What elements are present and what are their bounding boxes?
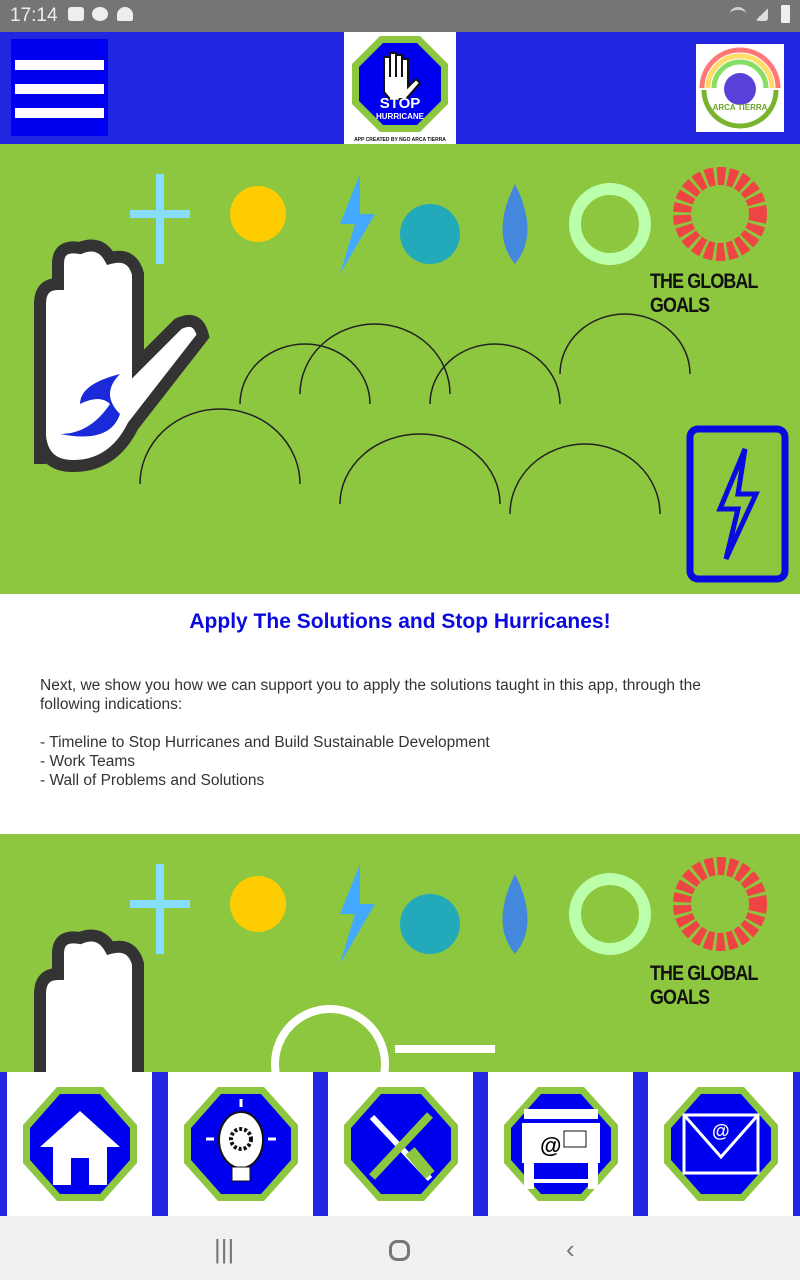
status-bar xyxy=(0,0,800,32)
stop-hand-icon xyxy=(40,246,203,466)
page-title: Apply The Solutions and Stop Hurricanes! xyxy=(189,610,611,633)
intro-text: Next, we show you how we can support you to apply the solutions taught in this app, through the following indications: xyxy=(40,677,701,713)
list-item: - Timeline to Stop Hurricanes and Build Sustainable Development xyxy=(40,734,490,751)
clock-icon xyxy=(275,1009,385,1072)
menu-button[interactable] xyxy=(11,39,108,136)
nav-tools-button[interactable] xyxy=(328,1072,473,1216)
recent-apps-button[interactable]: ||| xyxy=(214,1234,235,1264)
svg-text:@: @ xyxy=(539,1133,561,1158)
water-drop-icon xyxy=(400,204,460,264)
app-header xyxy=(0,32,800,144)
image-icon xyxy=(68,7,84,21)
wind-turbine-icon xyxy=(130,174,190,264)
partner-logo-text: ARCA TIERRA xyxy=(712,103,768,112)
wifi-icon xyxy=(730,7,746,21)
svg-text:@: @ xyxy=(711,1121,730,1141)
global-goals-caption: THE GLOBAL GOALS xyxy=(650,270,758,317)
list-item: - Work Teams xyxy=(40,753,136,770)
bottom-nav xyxy=(0,1072,800,1216)
sdg-wheel-icon xyxy=(682,176,758,252)
logo-credit: APP CREATED BY NGO ARCA TIERRA xyxy=(354,137,446,143)
fish-drop-icon xyxy=(503,184,528,264)
stop-hurricane-logo[interactable] xyxy=(344,32,456,144)
logo-subtitle: HURRICANE xyxy=(376,112,424,121)
global-goals-caption: THE GLOBAL GOALS xyxy=(650,962,758,1009)
recycle-icon xyxy=(575,189,645,259)
list-item: - Wall of Problems and Solutions xyxy=(40,772,265,789)
back-button[interactable]: ‹ xyxy=(566,1234,575,1264)
logo-title: STOP xyxy=(379,95,421,112)
main-content xyxy=(0,594,800,834)
nav-home-button[interactable] xyxy=(7,1072,152,1216)
nav-shop-button[interactable] xyxy=(488,1072,633,1216)
description xyxy=(40,676,740,790)
battery-icon xyxy=(781,5,790,23)
signal-icon xyxy=(756,7,768,21)
clock: 17:14 xyxy=(10,5,58,26)
timeline-banner[interactable] xyxy=(0,834,800,1072)
system-nav-bar xyxy=(0,1216,800,1280)
home-nav-button[interactable] xyxy=(389,1240,410,1261)
nav-ideas-button[interactable] xyxy=(168,1072,313,1216)
nav-contact-button[interactable] xyxy=(648,1072,793,1216)
sun-icon xyxy=(230,186,286,242)
notification-icon xyxy=(92,7,108,21)
hero-banner xyxy=(0,144,800,594)
battery-graphic xyxy=(690,429,785,579)
cloud-icon xyxy=(117,7,133,21)
arca-tierra-logo[interactable] xyxy=(696,44,784,132)
lightning-icon xyxy=(340,174,375,274)
